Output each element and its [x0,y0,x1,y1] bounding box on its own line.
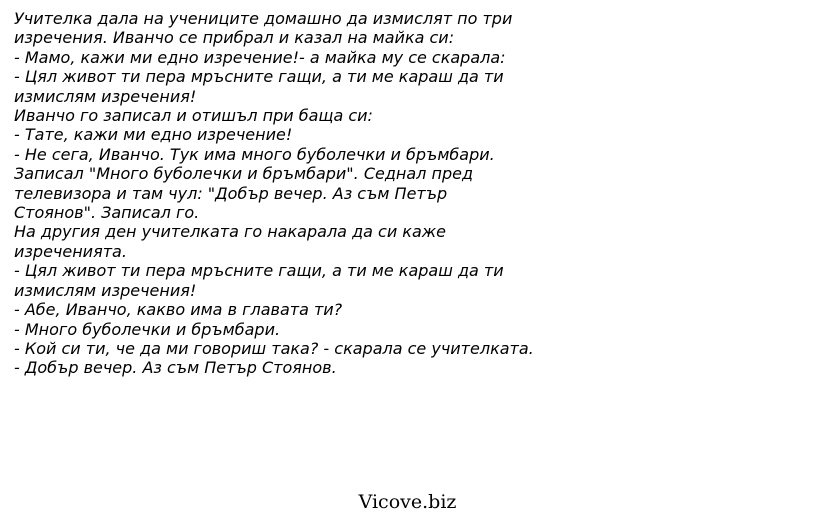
joke-line: - Много буболечки и бръмбари. [14,319,281,339]
joke-line: - Тате, кажи ми едно изречение! [14,125,293,145]
joke-line: изреченията. [14,241,127,261]
joke-line: Иванчо го записал и отишъл при баща си: [14,106,373,126]
joke-line: Учителка дала на учениците домашно да измислят по три [14,9,513,28]
joke-line: - Цял живот ти пера мръсните гащи, а ти ме караш да ти [14,67,504,87]
joke-line: изречения. Иванчо се прибрал и казал на майка си: [14,28,455,48]
joke-line: - Цял живот ти пера мръсните гащи, а ти ме караш да ти [14,261,504,281]
joke-line: Записал "Много буболечки и бръмбари". Седнал пред [14,164,474,184]
site-watermark: Vicove.biz [358,491,457,513]
joke-line: - Кой си ти, че да ми говориш така? - скарала се учителката. [14,338,534,358]
joke-line: - Абе, Иванчо, какво има в главата ти? [14,300,343,320]
joke-line: - Не сега, Иванчо. Тук има много буболечки и бръмбари. [14,144,495,164]
joke-line: - Добър вечер. Аз съм Петър Стоянов. [14,358,337,378]
joke-line: измислям изречения! [14,86,197,106]
joke-line: телевизора и там чул: "Добър вечер. Аз съм Петър [14,183,448,203]
joke-line: На другия ден учителката го накарала да си каже [14,222,447,242]
joke-line: Стоянов". Записал го. [14,203,200,223]
joke-line: - Мамо, кажи ми едно изречение!- а майка му се скарала: [14,47,506,67]
joke-text [14,9,594,378]
joke-line: измислям изречения! [14,280,197,300]
